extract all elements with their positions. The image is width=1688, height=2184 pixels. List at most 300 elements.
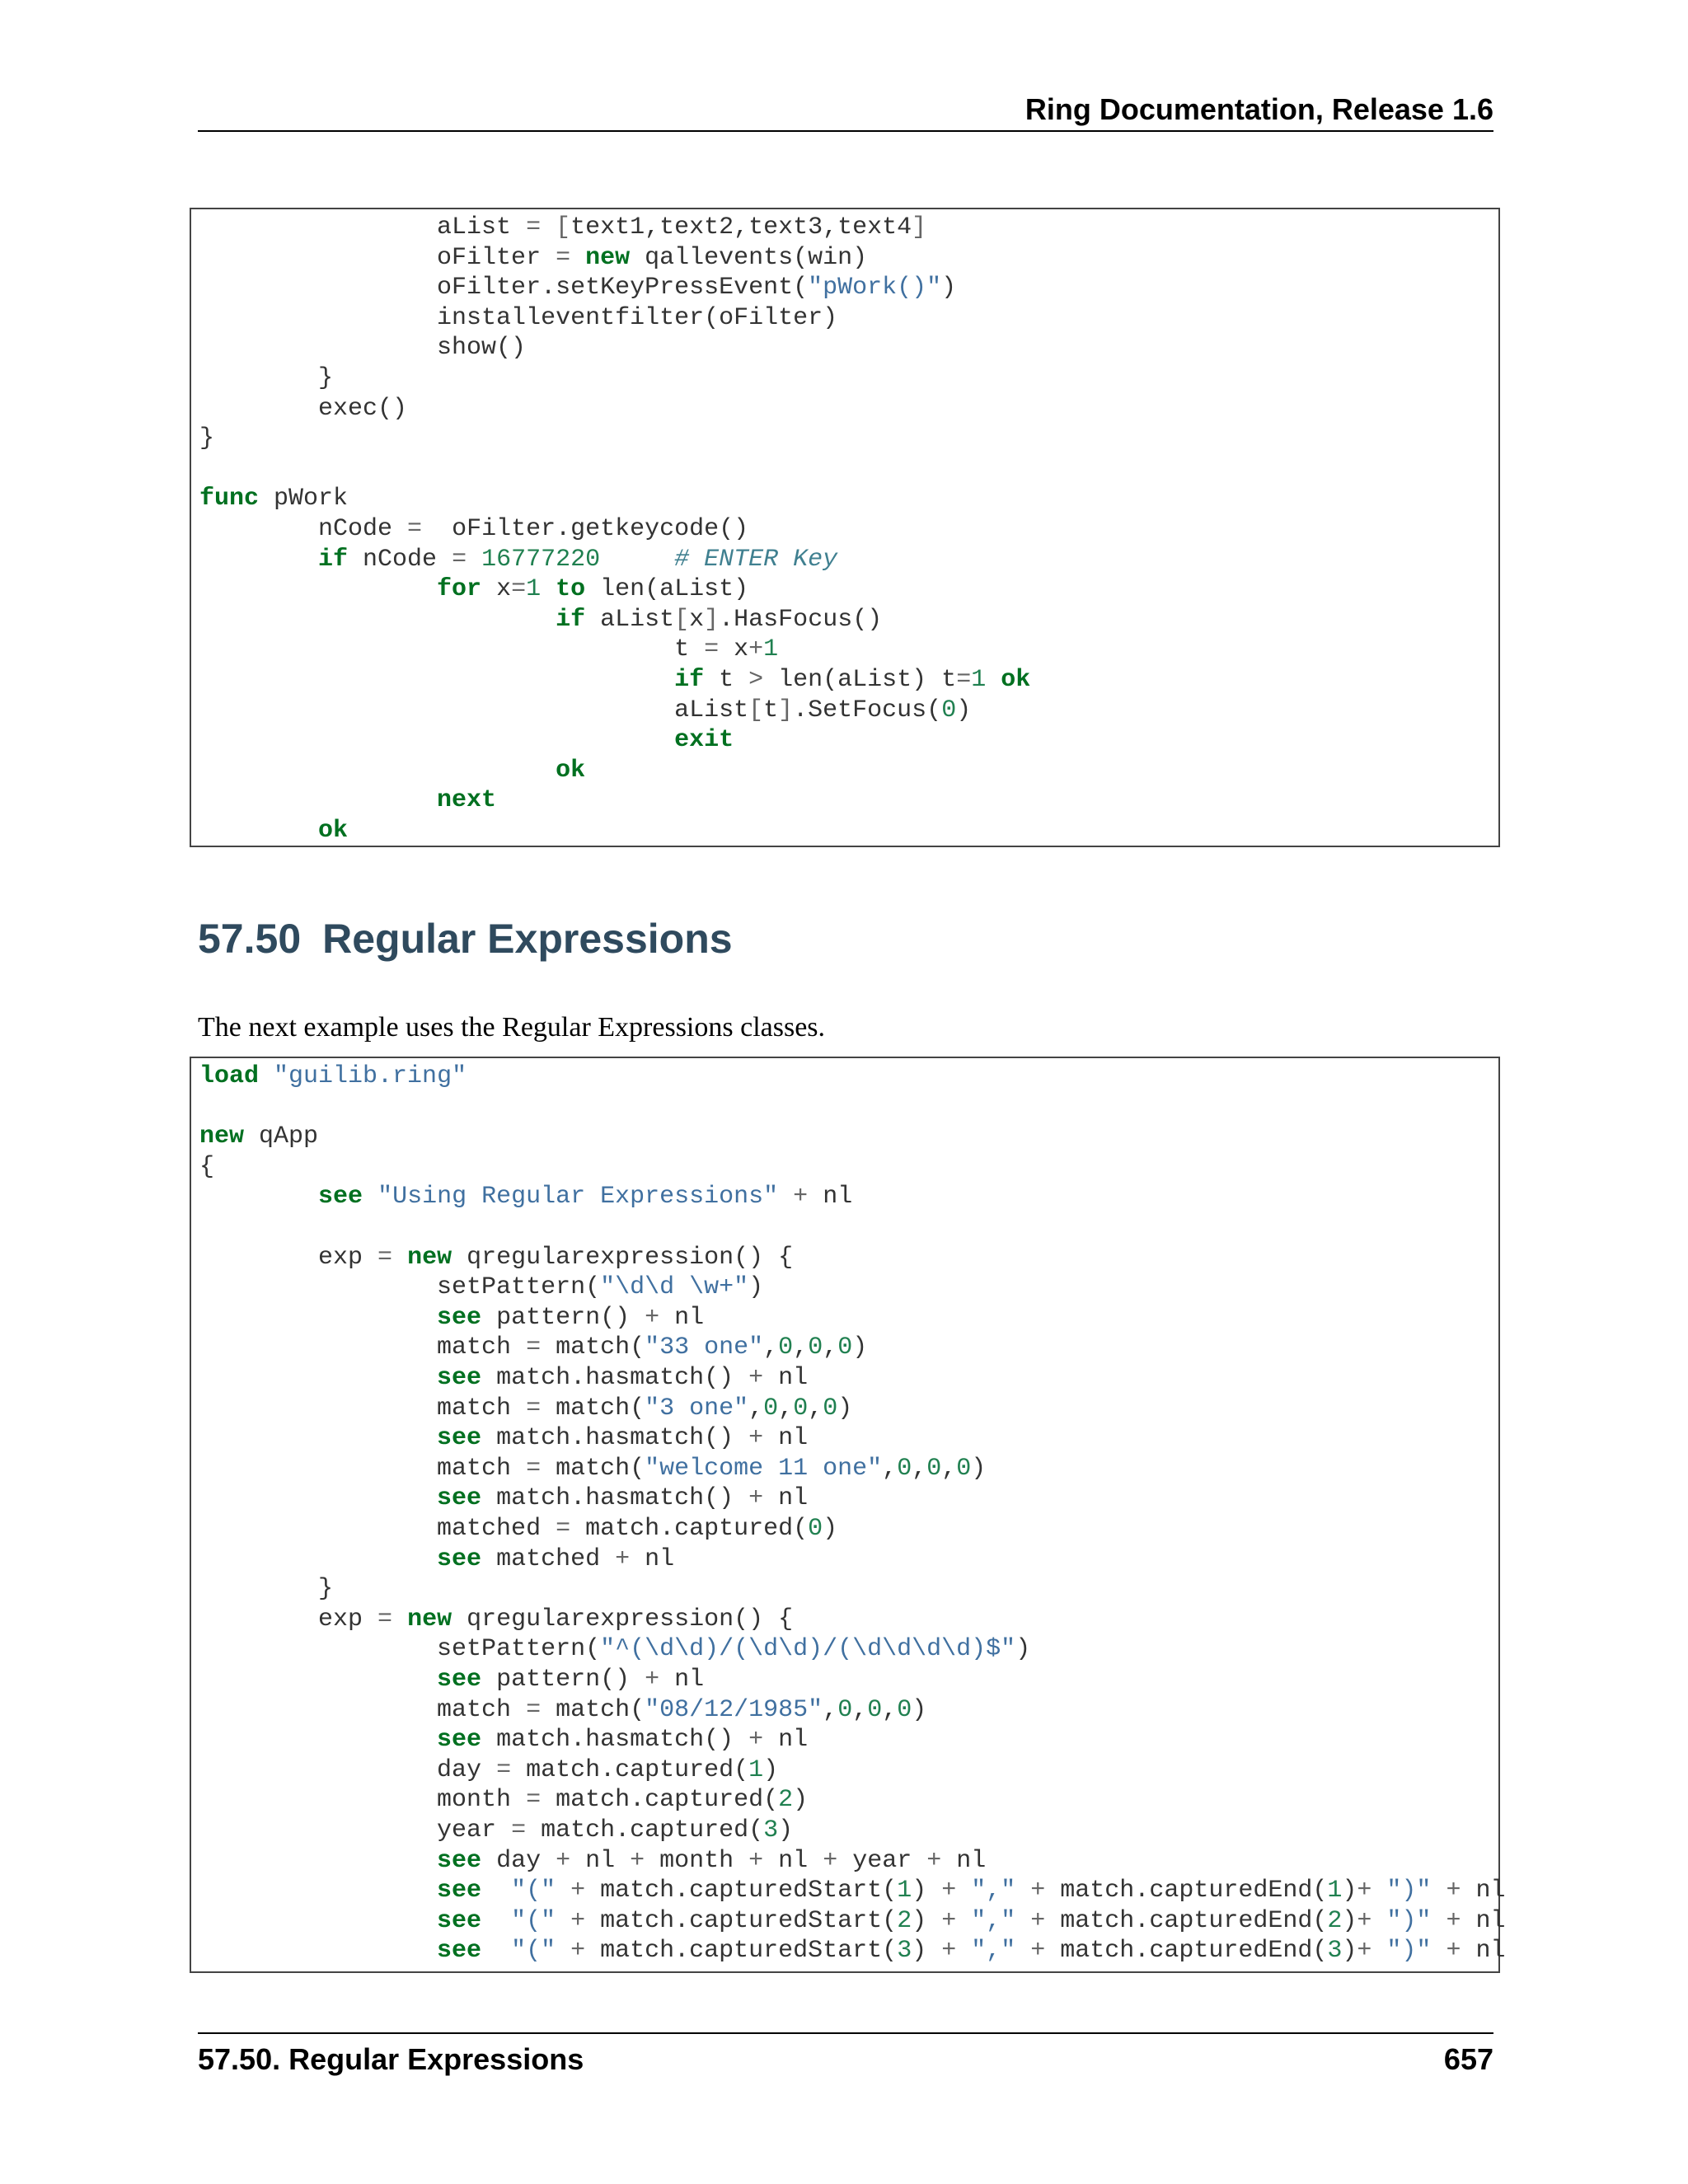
code-token: , <box>763 1333 779 1362</box>
code-token: , <box>941 1454 957 1483</box>
code-token: setPattern( <box>199 1273 601 1302</box>
code-token: "^(\d\d)/(\d\d)/(\d\d\d\d)$" <box>600 1635 1016 1664</box>
code-token <box>1372 1877 1386 1905</box>
code-token <box>363 1183 377 1211</box>
code-token <box>1372 1937 1386 1965</box>
code-token <box>541 575 556 603</box>
code-token: match( <box>541 1394 645 1422</box>
code-token <box>392 1605 407 1633</box>
code-line <box>199 545 837 574</box>
code-token: ) <box>912 1906 942 1935</box>
code-token: t <box>763 696 779 724</box>
code-token: ok <box>556 756 586 785</box>
code-token: = <box>526 1786 542 1815</box>
code-block-keyevents <box>190 208 1500 847</box>
code-token: + <box>645 1666 660 1694</box>
code-token: , <box>793 1333 809 1362</box>
code-line <box>199 1755 778 1785</box>
code-token <box>199 1424 437 1452</box>
code-line <box>199 635 778 664</box>
code-token: "(" <box>511 1877 556 1905</box>
code-token: nCode <box>199 515 408 543</box>
code-token <box>199 757 556 785</box>
code-token: month <box>645 1846 749 1875</box>
code-token: 0 <box>808 1333 823 1362</box>
code-token: 0 <box>763 1394 779 1422</box>
code-token: 3 <box>897 1937 912 1966</box>
code-token: 0 <box>778 1333 794 1362</box>
footer-page-number: 657 <box>1443 2042 1493 2076</box>
code-token <box>956 1937 971 1965</box>
code-token: matched <box>199 1515 556 1543</box>
code-token: 1 <box>763 635 779 664</box>
code-token: + <box>630 1846 645 1875</box>
code-token: see <box>437 1484 482 1513</box>
code-token: nl <box>763 1424 809 1453</box>
code-line <box>199 363 333 393</box>
code-token: , <box>823 1695 838 1724</box>
code-token: see <box>437 1846 482 1875</box>
code-token: ) <box>912 1937 942 1966</box>
code-token: 0 <box>956 1454 972 1483</box>
code-token <box>956 1877 971 1905</box>
code-token: + <box>1357 1877 1372 1905</box>
code-token: + <box>1446 1906 1461 1935</box>
code-token: x <box>719 635 749 664</box>
section-heading <box>198 915 733 963</box>
code-token: , <box>912 1454 927 1483</box>
code-token: = <box>377 1605 393 1633</box>
code-line <box>199 1062 467 1091</box>
code-token <box>199 726 674 754</box>
code-line <box>199 1122 318 1151</box>
code-token: match.hasmatch() <box>481 1424 749 1453</box>
code-token: matched <box>481 1544 616 1573</box>
code-token: "guilib.ring" <box>274 1062 467 1090</box>
code-line <box>199 1574 333 1604</box>
code-token: ] <box>912 213 927 241</box>
code-token: = <box>377 1243 393 1272</box>
code-line <box>199 1243 793 1272</box>
code-token <box>199 1937 437 1965</box>
code-token: see <box>437 1303 482 1332</box>
code-token: aList <box>585 605 675 634</box>
code-token: nl <box>763 1364 809 1392</box>
code-line <box>199 213 926 242</box>
code-token: = <box>511 1816 527 1844</box>
code-token: = <box>526 1695 542 1724</box>
code-token: nl <box>659 1666 705 1694</box>
section-number: 57.50 <box>198 916 302 962</box>
code-token: nl <box>1461 1877 1506 1905</box>
code-token: if <box>674 666 705 694</box>
code-token: match.capturedStart( <box>585 1937 898 1966</box>
code-token: ok <box>318 817 349 845</box>
code-token: 2 <box>778 1786 794 1815</box>
code-token: match.capturedEnd( <box>1045 1937 1328 1966</box>
code-line <box>199 574 748 604</box>
code-token <box>199 1183 318 1211</box>
code-line <box>199 1303 704 1333</box>
code-line <box>199 484 348 513</box>
code-line <box>199 1605 793 1634</box>
code-token: t <box>704 666 749 694</box>
code-token: see <box>437 1424 482 1453</box>
code-token: nl <box>763 1846 823 1875</box>
code-token: + <box>615 1544 631 1573</box>
code-line <box>199 1423 808 1453</box>
code-token: ) <box>837 1394 853 1422</box>
code-token <box>556 1907 570 1935</box>
code-line <box>199 1665 704 1694</box>
code-token: see <box>437 1666 482 1694</box>
code-line <box>199 424 214 453</box>
code-token <box>481 1937 511 1965</box>
footer-section-label: 57.50. Regular Expressions <box>198 2042 584 2076</box>
code-token: + <box>1357 1906 1372 1935</box>
code-token <box>199 1304 437 1332</box>
code-token: x <box>689 605 705 634</box>
code-token: ) <box>912 1877 942 1905</box>
code-token: } <box>199 364 334 392</box>
code-token: "08/12/1985" <box>645 1695 823 1724</box>
code-token: = <box>407 515 423 543</box>
code-token: ) <box>971 1454 987 1483</box>
code-token: for <box>437 575 482 604</box>
code-line <box>199 1182 852 1212</box>
code-line <box>199 1695 926 1725</box>
code-token: = <box>511 575 527 604</box>
code-token: 2 <box>1327 1906 1343 1935</box>
code-token: "," <box>971 1877 1016 1905</box>
code-token: match <box>199 1454 527 1483</box>
code-token <box>199 546 318 574</box>
section-title: Regular Expressions <box>322 916 733 962</box>
code-token: ) <box>956 696 972 724</box>
code-line <box>199 1816 793 1845</box>
header-divider <box>198 130 1493 132</box>
code-token: nCode <box>348 545 452 574</box>
code-token <box>556 1937 570 1965</box>
code-line <box>199 1936 1505 1966</box>
code-token: new <box>407 1243 452 1272</box>
code-token: match.hasmatch() <box>481 1364 749 1392</box>
code-token: ) <box>793 1786 809 1815</box>
code-token: load <box>199 1062 260 1090</box>
code-line <box>199 333 526 363</box>
code-token: + <box>570 1906 586 1935</box>
code-line <box>199 725 734 755</box>
code-token <box>1431 1937 1446 1965</box>
code-token: + <box>570 1877 586 1905</box>
code-token: [ <box>674 605 690 634</box>
code-token: match <box>199 1333 527 1362</box>
code-token: "," <box>971 1906 1016 1935</box>
code-token <box>199 1907 437 1935</box>
code-token: match.captured( <box>541 1786 779 1815</box>
code-token <box>778 1183 793 1211</box>
footer-divider <box>198 2032 1493 2034</box>
intro-paragraph: The next example uses the Regular Expressions classes. <box>198 1012 826 1043</box>
code-token: qregularexpression() { <box>452 1243 794 1272</box>
code-token: ) <box>852 1333 868 1362</box>
code-token <box>481 1907 511 1935</box>
code-token <box>1015 1937 1030 1965</box>
code-token: = <box>526 1394 542 1422</box>
code-token: "pWork()" <box>808 274 942 302</box>
code-token: day <box>481 1846 556 1875</box>
code-token: oFilter.getkeycode() <box>422 515 749 543</box>
code-token: 3 <box>763 1816 779 1844</box>
code-token: + <box>748 1424 764 1453</box>
code-token: aList <box>199 696 749 724</box>
code-token: match <box>199 1394 527 1422</box>
code-token: pattern() <box>481 1303 645 1332</box>
code-token: .HasFocus() <box>719 605 883 634</box>
code-token: 0 <box>897 1695 912 1724</box>
code-token: + <box>1357 1937 1372 1966</box>
code-token: 0 <box>867 1695 883 1724</box>
code-token: ")" <box>1386 1906 1432 1935</box>
code-token <box>199 1484 437 1512</box>
code-token: new <box>407 1605 452 1633</box>
code-token: ) <box>1342 1937 1357 1966</box>
code-token: 1 <box>748 1755 764 1784</box>
code-token <box>199 817 318 845</box>
code-token: 1 <box>897 1877 912 1905</box>
code-token: qApp <box>244 1122 319 1151</box>
code-token: > <box>748 666 764 694</box>
code-token <box>199 1666 437 1694</box>
code-token: qregularexpression() { <box>452 1605 794 1633</box>
code-token: match( <box>541 1454 645 1483</box>
code-token: { <box>199 1152 215 1181</box>
code-line <box>199 816 348 846</box>
code-line <box>199 1725 808 1755</box>
code-token: to <box>556 575 586 604</box>
code-token: = <box>704 635 720 664</box>
code-token: match.captured( <box>511 1755 749 1784</box>
code-token: "\d\d \w+" <box>600 1273 749 1302</box>
code-token: + <box>823 1846 838 1875</box>
code-line <box>199 514 748 544</box>
code-token: , <box>882 1454 898 1483</box>
code-token: "33 one" <box>645 1333 764 1362</box>
code-token: match.captured( <box>526 1816 764 1844</box>
code-token: [ <box>748 696 764 724</box>
code-token <box>199 786 437 814</box>
code-token: + <box>1446 1937 1461 1966</box>
code-token <box>1015 1877 1030 1905</box>
code-token: 0 <box>897 1454 912 1483</box>
code-token: "," <box>971 1937 1016 1966</box>
code-token: = <box>956 666 972 694</box>
code-token: nl <box>763 1484 809 1513</box>
code-token <box>1015 1907 1030 1935</box>
code-token <box>956 1907 971 1935</box>
code-token: aList <box>199 213 527 241</box>
code-token <box>392 1244 407 1272</box>
code-token: exit <box>674 726 734 755</box>
code-token: qallevents(win) <box>630 243 868 272</box>
code-token: year <box>837 1846 927 1875</box>
code-token: + <box>793 1183 809 1212</box>
code-token: 1 <box>526 575 542 604</box>
code-line <box>199 1363 808 1393</box>
code-token <box>199 1877 437 1905</box>
code-token: nl <box>570 1846 631 1875</box>
code-token <box>199 666 674 694</box>
code-token: t <box>199 635 705 664</box>
code-token: new <box>199 1122 245 1151</box>
code-line <box>199 243 867 273</box>
code-token: + <box>926 1846 942 1875</box>
code-token: len(aList) t <box>763 666 957 694</box>
code-token: = [ <box>526 213 571 241</box>
code-token: ] <box>778 696 794 724</box>
code-token: oFilter.setKeyPressEvent( <box>199 274 809 302</box>
code-token: 1 <box>1327 1877 1343 1905</box>
code-token: + <box>570 1937 586 1966</box>
code-token: if <box>318 545 349 574</box>
code-token <box>199 606 556 634</box>
code-token: ) <box>1342 1877 1357 1905</box>
code-token: ) <box>1342 1906 1357 1935</box>
code-token: show() <box>199 334 527 363</box>
code-token: 0 <box>808 1515 823 1543</box>
code-token: match.hasmatch() <box>481 1726 749 1755</box>
code-token: , <box>778 1394 794 1422</box>
code-token: "welcome 11 one" <box>645 1454 883 1483</box>
code-token: func <box>199 485 260 513</box>
code-token: + <box>1446 1877 1461 1905</box>
code-block-regex <box>190 1057 1506 1973</box>
code-token: ) <box>748 1273 764 1302</box>
code-line <box>199 756 585 785</box>
code-line <box>199 1483 808 1513</box>
code-token: , <box>852 1695 868 1724</box>
code-token: ) <box>763 1755 779 1784</box>
code-token: ok <box>1001 666 1031 694</box>
code-line <box>199 696 971 725</box>
code-token: 2 <box>897 1906 912 1935</box>
code-line <box>199 785 496 815</box>
code-line <box>199 273 956 302</box>
code-token: match.capturedStart( <box>585 1877 898 1905</box>
code-token: + <box>1030 1877 1046 1905</box>
code-token: match( <box>541 1333 645 1362</box>
code-token: match <box>199 1695 527 1724</box>
code-token: ) <box>823 1515 838 1543</box>
page-header-title: Ring Documentation, Release 1.6 <box>1025 92 1493 126</box>
code-token: 0 <box>823 1394 838 1422</box>
code-token: "(" <box>511 1906 556 1935</box>
code-token: see <box>437 1364 482 1392</box>
code-token: 0 <box>793 1394 809 1422</box>
code-token: nl <box>1461 1937 1506 1966</box>
code-token: x <box>481 575 512 604</box>
code-token: ) <box>1015 1635 1031 1664</box>
code-line <box>199 1906 1505 1936</box>
code-token: = <box>526 1333 542 1362</box>
code-token: , <box>882 1695 898 1724</box>
code-token: see <box>437 1906 482 1935</box>
code-token: + <box>748 1364 764 1392</box>
code-token <box>986 666 1001 694</box>
code-token: nl <box>763 1726 809 1755</box>
code-token: oFilter <box>199 243 556 272</box>
code-token: + <box>941 1937 957 1966</box>
code-token: match( <box>541 1695 645 1724</box>
code-token: "Using Regular Expressions" <box>377 1183 779 1212</box>
code-token: = <box>526 1454 542 1483</box>
code-token: see <box>437 1877 482 1905</box>
code-token: see <box>318 1183 363 1212</box>
code-token <box>1431 1877 1446 1905</box>
code-token: next <box>437 786 497 815</box>
code-line <box>199 1876 1505 1905</box>
code-token: day <box>199 1755 497 1784</box>
code-token: 16777220 <box>481 545 601 574</box>
code-token: + <box>645 1303 660 1332</box>
code-token: + <box>941 1877 957 1905</box>
code-token: see <box>437 1544 482 1573</box>
code-line <box>199 665 1030 695</box>
code-token: match.capturedStart( <box>585 1906 898 1935</box>
code-line <box>199 394 407 424</box>
code-token: + <box>748 1846 764 1875</box>
code-token: + <box>941 1906 957 1935</box>
code-token: + <box>748 635 764 664</box>
code-token <box>199 1545 437 1573</box>
code-line <box>199 1514 837 1544</box>
code-token: 3 <box>1327 1937 1343 1966</box>
code-line <box>199 1634 1030 1664</box>
code-token: 1 <box>971 666 987 694</box>
code-token: ] <box>704 605 720 634</box>
code-token: + <box>556 1846 571 1875</box>
code-token: pWork <box>259 485 349 513</box>
code-token: installeventfilter(oFilter) <box>199 303 838 332</box>
code-token: , <box>823 1333 838 1362</box>
code-token: .SetFocus( <box>793 696 942 724</box>
code-token: # ENTER Key <box>674 545 838 574</box>
code-token <box>600 546 674 574</box>
code-token: + <box>1030 1937 1046 1966</box>
code-token: } <box>199 424 215 453</box>
code-line <box>199 1152 214 1182</box>
code-token: see <box>437 1937 482 1966</box>
code-token: + <box>748 1726 764 1755</box>
code-token: = <box>496 1755 512 1784</box>
code-line <box>199 303 837 333</box>
code-token: = <box>556 1515 571 1543</box>
code-line <box>199 1846 986 1876</box>
code-token: , <box>748 1394 764 1422</box>
code-token <box>199 575 437 603</box>
code-token: = <box>452 545 482 574</box>
code-token: pattern() <box>481 1666 645 1694</box>
code-token: match.capturedEnd( <box>1045 1906 1328 1935</box>
code-token: nl <box>808 1183 853 1212</box>
code-token: nl <box>659 1303 705 1332</box>
code-token: ")" <box>1386 1877 1432 1905</box>
code-token: if <box>556 605 586 634</box>
code-line <box>199 605 882 635</box>
code-token <box>1431 1907 1446 1935</box>
code-line <box>199 1394 852 1423</box>
code-token: nl <box>1461 1906 1506 1935</box>
